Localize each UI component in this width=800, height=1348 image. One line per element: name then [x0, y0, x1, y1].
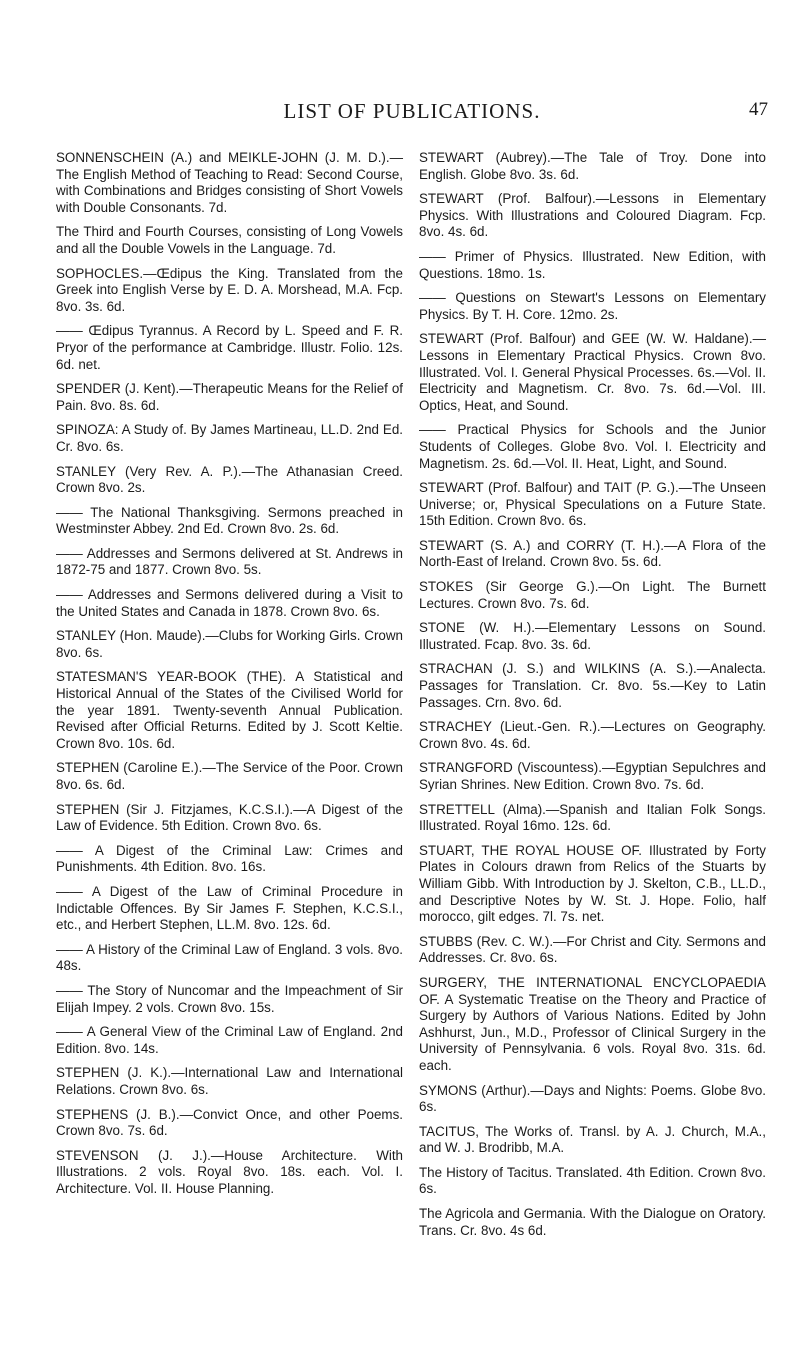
page-header	[56, 99, 768, 124]
catalog-entry: STEPHEN (Caroline E.).—The Service of the Poor. Crown 8vo. 6s. 6d.	[56, 760, 403, 792]
catalog-entry: STEWART (Prof. Balfour).—Lessons in Elementary Physics. With Illustrations and Coloured Diagram. Fcp. 8vo. 4s. 6d.	[419, 191, 766, 240]
catalog-entry: STRANGFORD (Viscountess).—Egyptian Sepulchres and Syrian Shrines. New Edition. Crown 8vo. 7s. 6d.	[419, 760, 766, 792]
catalog-entry: —— The National Thanksgiving. Sermons preached in Westminster Abbey. 2nd Ed. Crown 8vo. 2s. 6d.	[56, 504, 403, 537]
left-column	[56, 150, 403, 1205]
catalog-entry: —— Œdipus Tyrannus. A Record by L. Speed and F. R. Pryor of the performance at Cambridge. Illustr. Folio. 12s. 6d. net.	[56, 323, 403, 372]
catalog-entry: —— A Digest of the Criminal Law: Crimes and Punishments. 4th Edition. 8vo. 16s.	[56, 842, 403, 875]
catalog-entry: SPINOZA: A Study of. By James Martineau, LL.D. 2nd Ed. Cr. 8vo. 6s.	[56, 422, 403, 454]
catalog-entry: STANLEY (Very Rev. A. P.).—The Athanasian Creed. Crown 8vo. 2s.	[56, 463, 403, 496]
catalog-entry: —— Primer of Physics. Illustrated. New Edition, with Questions. 18mo. 1s.	[419, 248, 766, 281]
catalog-entry: STEVENSON (J. J.).—House Architecture. With Illustrations. 2 vols. Royal 8vo. 18s. each. Vol. I. Architecture. Vol. II. House Planning.	[56, 1147, 403, 1196]
catalog-entry: —— A Digest of the Law of Criminal Procedure in Indictable Offences. By Sir James F. Stephen, K.C.S.I., etc., and Herbert Stephen, LL.M. 8vo. 12s. 6d.	[56, 883, 403, 933]
right-column	[419, 150, 766, 1247]
catalog-entry: STEPHEN (Sir J. Fitzjames, K.C.S.I.).—A Digest of the Law of Evidence. 5th Edition. Crown 8vo. 6s.	[56, 801, 403, 834]
catalog-entry: TACITUS, The Works of. Transl. by A. J. Church, M.A., and W. J. Brodribb, M.A.	[419, 1123, 766, 1156]
catalog-entry: SOPHOCLES.—Œdipus the King. Translated from the Greek into English Verse by E. D. A. Morshead, M.A. Fcp. 8vo. 3s. 6d.	[56, 265, 403, 314]
page-number: 47	[749, 99, 768, 120]
catalog-entry: STANLEY (Hon. Maude).—Clubs for Working Girls. Crown 8vo. 6s.	[56, 628, 403, 660]
catalog-entry: —— The Story of Nuncomar and the Impeachment of Sir Elijah Impey. 2 vols. Crown 8vo. 15s.	[56, 982, 403, 1015]
catalog-entry: SURGERY, THE INTERNATIONAL ENCYCLOPAEDIA OF. A Systematic Treatise on the Theory and Practice of Surgery by Authors of Various Nations. Edited by John Ashhurst, Jun., M.D., Professor of Clinical Surgery in the University of Pennsylvania. 6 vols. Royal 8vo. 31s. 6d. each.	[419, 974, 766, 1073]
catalog-entry: —— Addresses and Sermons delivered during a Visit to the United States and Canada in 1878. Crown 8vo. 6s.	[56, 587, 403, 619]
catalog-entry: SYMONS (Arthur).—Days and Nights: Poems. Globe 8vo. 6s.	[419, 1082, 766, 1115]
catalog-entry: SONNENSCHEIN (A.) and MEIKLE-JOHN (J. M. D.).—The English Method of Teaching to Read: Second Course, with Combinations and Bridges consisting of Short Vowels with Double Consonants. 7d.	[56, 150, 403, 215]
running-title: LIST OF PUBLICATIONS.	[283, 99, 541, 123]
catalog-entry: STEWART (S. A.) and CORRY (T. H.).—A Flora of the North-East of Ireland. Crown 8vo. 5s. 6d.	[419, 537, 766, 570]
catalog-entry: STUBBS (Rev. C. W.).—For Christ and City. Sermons and Addresses. Cr. 8vo. 6s.	[419, 933, 766, 966]
catalog-entry: STRETTELL (Alma).—Spanish and Italian Folk Songs. Illustrated. Royal 16mo. 12s. 6d.	[419, 801, 766, 834]
catalog-entry: STEPHENS (J. B.).—Convict Once, and other Poems. Crown 8vo. 7s. 6d.	[56, 1106, 403, 1139]
catalog-entry: The Third and Fourth Courses, consisting of Long Vowels and all the Double Vowels in the Language. 7d.	[56, 224, 403, 256]
catalog-entry: STUART, THE ROYAL HOUSE OF. Illustrated by Forty Plates in Colours drawn from Relics of the Stuarts by William Gibb. With Introduction by J. Skelton, C.B., LL.D., and Descriptive Notes by W. St. J. Hope. Folio, half morocco, gilt edges. 7l. 7s. net.	[419, 842, 766, 925]
catalog-entry: STEWART (Prof. Balfour) and TAIT (P. G.).—The Unseen Universe; or, Physical Speculations on a Future State. 15th Edition. Crown 8vo. 6s.	[419, 480, 766, 529]
catalog-entry: STRACHEY (Lieut.-Gen. R.).—Lectures on Geography. Crown 8vo. 4s. 6d.	[419, 719, 766, 751]
catalog-entry: STEWART (Aubrey).—The Tale of Troy. Done into English. Globe 8vo. 3s. 6d.	[419, 150, 766, 182]
catalog-entry: STOKES (Sir George G.).—On Light. The Burnett Lectures. Crown 8vo. 7s. 6d.	[419, 579, 766, 611]
catalog-entry: STRACHAN (J. S.) and WILKINS (A. S.).—Analecta. Passages for Translation. Cr. 8vo. 5s.—Key to Latin Passages. Crn. 8vo. 6d.	[419, 661, 766, 710]
catalog-entry: SPENDER (J. Kent).—Therapeutic Means for the Relief of Pain. 8vo. 8s. 6d.	[56, 381, 403, 413]
catalog-entry: STATESMAN'S YEAR-BOOK (THE). A Statistical and Historical Annual of the States of the Civilised World for the year 1891. Twenty-seventh Annual Publication. Revised after Official Returns. Edited by J. Scott Keltie. Crown 8vo. 10s. 6d.	[56, 669, 403, 751]
catalog-entry: The Agricola and Germania. With the Dialogue on Oratory. Trans. Cr. 8vo. 4s 6d.	[419, 1206, 766, 1238]
catalog-entry: —— Questions on Stewart's Lessons on Elementary Physics. By T. H. Core. 12mo. 2s.	[419, 290, 766, 322]
catalog-entry: STEPHEN (J. K.).—International Law and International Relations. Crown 8vo. 6s.	[56, 1065, 403, 1097]
catalog-entry: STEWART (Prof. Balfour) and GEE (W. W. Haldane).—Lessons in Elementary Practical Physics. Crown 8vo. Illustrated. Vol. I. General Physical Processes. 6s.—Vol. II. Electricity and Magnetism. Cr. 8vo. 7s. 6d.—Vol. III. Optics, Heat, and Sound.	[419, 331, 766, 413]
catalog-entry: —— A History of the Criminal Law of England. 3 vols. 8vo. 48s.	[56, 941, 403, 974]
catalog-entry: —— A General View of the Criminal Law of England. 2nd Edition. 8vo. 14s.	[56, 1024, 403, 1056]
catalog-entry: STONE (W. H.).—Elementary Lessons on Sound. Illustrated. Fcap. 8vo. 3s. 6d.	[419, 620, 766, 652]
catalog-entry: The History of Tacitus. Translated. 4th Edition. Crown 8vo. 6s.	[419, 1164, 766, 1197]
catalog-entry: —— Addresses and Sermons delivered at St. Andrews in 1872-75 and 1877. Crown 8vo. 5s.	[56, 545, 403, 578]
catalog-entry: —— Practical Physics for Schools and the Junior Students of Colleges. Globe 8vo. Vol. I. Electricity and Magnetism. 2s. 6d.—Vol. II. Heat, Light, and Sound.	[419, 422, 766, 471]
